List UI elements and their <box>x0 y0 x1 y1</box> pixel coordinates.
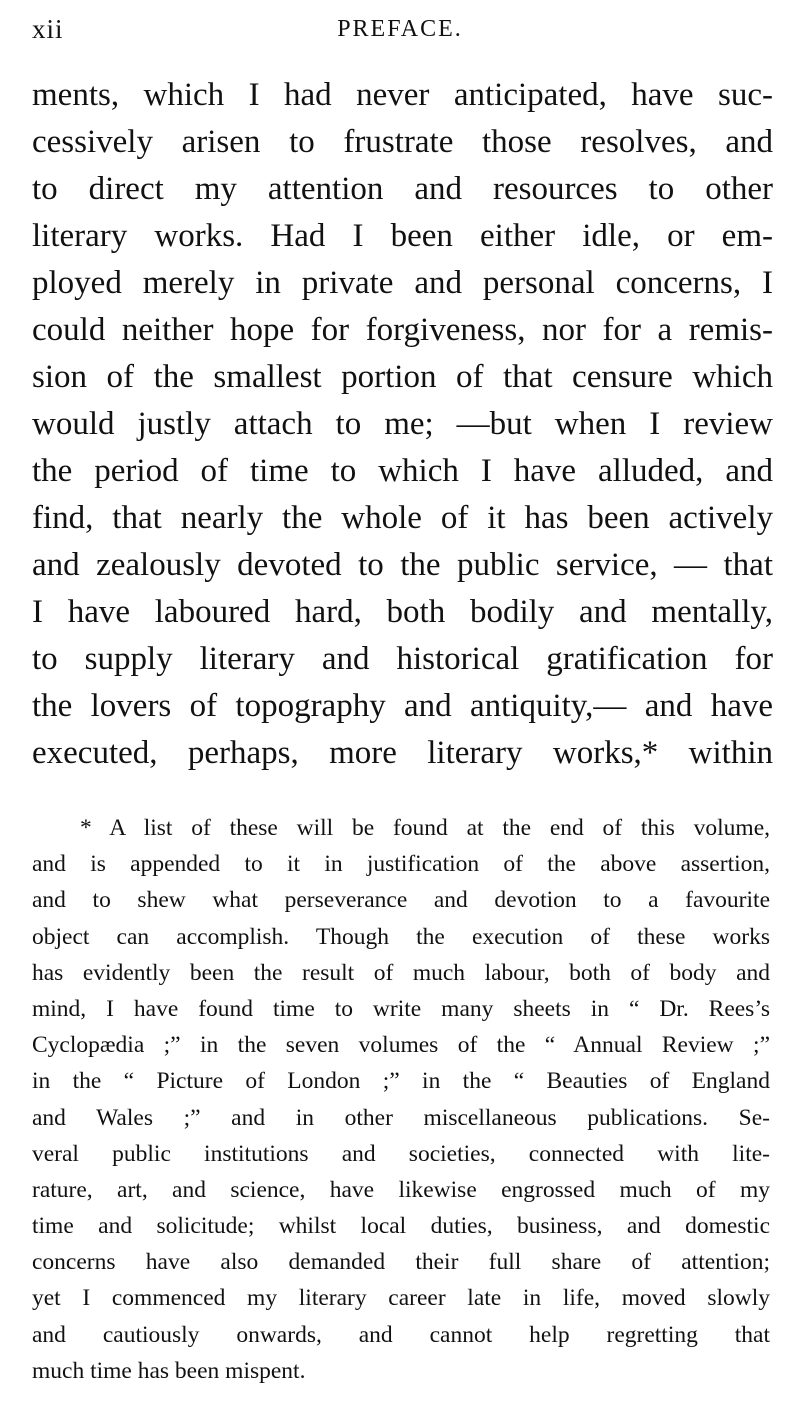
body-line: could neither hope for forgiveness, nor for a remis- <box>32 312 773 348</box>
footnote-line: rature, art, and science, have likewise engrossed much of my <box>32 1176 770 1203</box>
footnote-line: yet I commenced my literary career late in life, moved slowly <box>32 1285 770 1312</box>
body-line: cessively arisen to frustrate those resolves, and <box>32 124 773 160</box>
running-title: PREFACE. <box>337 16 463 42</box>
footnote <box>32 810 770 1389</box>
footnote-line: * A list of these will be found at the end of this volume, <box>80 815 770 841</box>
body-line: to direct my attention and resources to other <box>32 171 773 207</box>
footnote-line: and is appended to it in justification of the above assertion, <box>32 851 770 878</box>
main-text <box>32 72 773 777</box>
footnote-line: time and solicitude; whilst local duties, business, and domestic <box>32 1213 770 1240</box>
footnote-line: mind, I have found time to write many sheets in “ Dr. Rees’s <box>32 995 770 1022</box>
body-line: the period of time to which I have alluded, and <box>32 453 773 489</box>
running-head <box>32 14 768 54</box>
body-line: to supply literary and historical gratification for <box>32 641 773 677</box>
footnote-line: Cyclopædia ;” in the seven volumes of the “ Annual Review ;” <box>32 1032 770 1059</box>
body-line: sion of the smallest portion of that censure which <box>32 359 773 395</box>
body-line: executed, perhaps, more literary works,* within <box>32 735 773 771</box>
page-number: xii <box>32 14 64 44</box>
footnote-line: and to shew what perseverance and devotion to a favourite <box>32 887 770 914</box>
body-line: literary works. Had I been either idle, or em- <box>32 218 773 254</box>
body-line: the lovers of topography and antiquity,— and have <box>32 688 773 724</box>
body-line: ployed merely in private and personal concerns, I <box>32 265 773 301</box>
body-line: find, that nearly the whole of it has been actively <box>32 500 773 536</box>
body-line: ments, which I had never anticipated, have suc- <box>32 77 773 113</box>
footnote-line: and cautiously onwards, and cannot help regretting that <box>32 1321 770 1348</box>
footnote-line: in the “ Picture of London ;” in the “ Beauties of England <box>32 1068 770 1095</box>
body-line: I have laboured hard, both bodily and mentally, <box>32 594 773 630</box>
footnote-line: concerns have also demanded their full share of attention; <box>32 1249 770 1276</box>
footnote-line: veral public institutions and societies, connected with lite- <box>32 1140 770 1167</box>
footnote-line: much time has been mispent. <box>32 1357 306 1384</box>
footnote-line: and Wales ;” and in other miscellaneous publications. Se- <box>32 1104 770 1131</box>
footnote-line: has evidently been the result of much labour, both of body and <box>32 959 770 986</box>
footnote-line: object can accomplish. Though the execution of these works <box>32 923 770 950</box>
body-line: would justly attach to me; —but when I review <box>32 406 773 442</box>
body-line: and zealously devoted to the public service, — that <box>32 547 773 583</box>
